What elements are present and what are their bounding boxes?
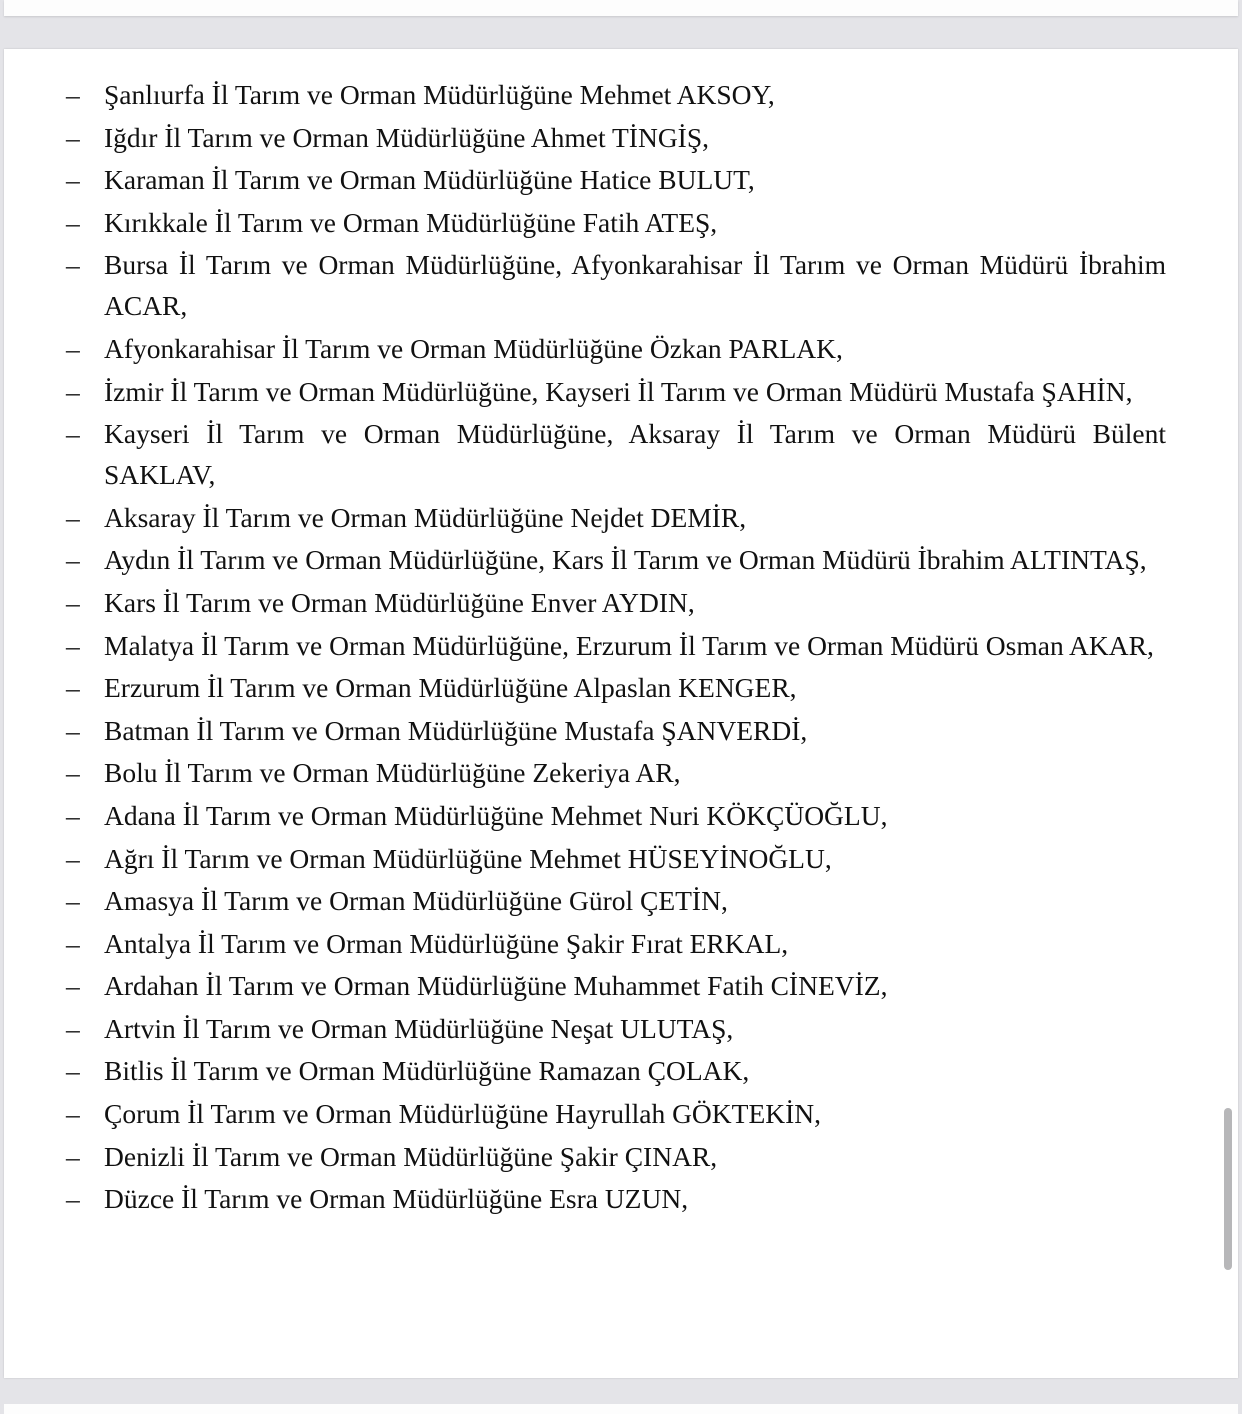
entry-text: Aydın İl Tarım ve Orman Müdürlüğüne, Kars İl Tarım ve Orman Müdürü İbrahim ALTINTAŞ,	[104, 544, 1147, 576]
dash-bullet: –	[66, 375, 80, 407]
entry-text: Amasya İl Tarım ve Orman Müdürlüğüne Gürol ÇETİN,	[104, 885, 728, 917]
list-item	[66, 795, 1166, 836]
list-item	[66, 880, 1166, 921]
list-item	[66, 159, 1166, 200]
dash-bullet: –	[66, 1012, 80, 1044]
entry-text: Ağrı İl Tarım ve Orman Müdürlüğüne Mehmet HÜSEYİNOĞLU,	[104, 842, 832, 874]
list-item	[66, 667, 1166, 708]
list-item	[66, 74, 1166, 115]
dash-bullet: –	[66, 501, 80, 533]
appointment-list	[66, 74, 1166, 1221]
previous-page-edge	[4, 0, 1238, 16]
dash-bullet: –	[66, 418, 80, 450]
dash-bullet: –	[66, 842, 80, 874]
entry-text: Antalya İl Tarım ve Orman Müdürlüğüne Şakir Fırat ERKAL,	[104, 927, 789, 959]
list-item	[66, 497, 1166, 538]
list-item	[66, 965, 1166, 1006]
list-item	[66, 923, 1166, 964]
dash-bullet: –	[66, 79, 80, 110]
dash-bullet: –	[66, 757, 80, 789]
entry-text: Denizli İl Tarım ve Orman Müdürlüğüne Şakir ÇINAR,	[104, 1140, 718, 1172]
list-item	[66, 1050, 1166, 1091]
list-item	[66, 328, 1166, 369]
list-item	[66, 752, 1166, 793]
entry-text: Batman İl Tarım ve Orman Müdürlüğüne Mustafa ŞANVERDİ,	[104, 714, 808, 746]
entry-text: Şanlıurfa İl Tarım ve Orman Müdürlüğüne Mehmet AKSOY,	[104, 79, 775, 110]
list-item	[66, 117, 1166, 158]
dash-bullet: –	[66, 885, 80, 917]
entry-text: Iğdır İl Tarım ve Orman Müdürlüğüne Ahmet TİNGİŞ,	[104, 121, 710, 153]
dash-bullet: –	[66, 629, 80, 661]
dash-bullet: –	[66, 1098, 80, 1130]
entry-text: Aksaray İl Tarım ve Orman Müdürlüğüne Nejdet DEMİR,	[104, 501, 747, 533]
entry-text: Düzce İl Tarım ve Orman Müdürlüğüne Esra UZUN,	[104, 1183, 689, 1215]
entry-text: Adana İl Tarım ve Orman Müdürlüğüne Mehmet Nuri KÖKÇÜOĞLU,	[104, 799, 888, 831]
dash-bullet: –	[66, 799, 80, 831]
list-item	[66, 625, 1166, 666]
entry-text: Artvin İl Tarım ve Orman Müdürlüğüne Neşat ULUTAŞ,	[104, 1012, 734, 1044]
dash-bullet: –	[66, 927, 80, 959]
entry-text: Kars İl Tarım ve Orman Müdürlüğüne Enver AYDIN,	[104, 586, 695, 618]
dash-bullet: –	[66, 586, 80, 618]
list-item	[66, 244, 1166, 326]
next-page-edge	[4, 1404, 1238, 1414]
entry-text: Ardahan İl Tarım ve Orman Müdürlüğüne Muhammet Fatih CİNEVİZ,	[104, 970, 888, 1002]
list-item	[66, 371, 1166, 412]
dash-bullet: –	[66, 1055, 80, 1087]
dash-bullet: –	[66, 249, 80, 281]
dash-bullet: –	[66, 714, 80, 746]
vertical-scrollbar-thumb[interactable]	[1224, 1108, 1232, 1270]
dash-bullet: –	[66, 206, 80, 238]
list-item	[66, 202, 1166, 243]
entry-text: Çorum İl Tarım ve Orman Müdürlüğüne Hayrullah GÖKTEKİN,	[104, 1098, 822, 1130]
entry-text: Bolu İl Tarım ve Orman Müdürlüğüne Zekeriya AR,	[104, 757, 681, 789]
dash-bullet: –	[66, 1183, 80, 1215]
list-item	[66, 539, 1166, 580]
list-item	[66, 413, 1166, 495]
list-item	[66, 1136, 1166, 1177]
list-item	[66, 710, 1166, 751]
list-item	[66, 1178, 1166, 1219]
list-item	[66, 1093, 1166, 1134]
entry-text: Bitlis İl Tarım ve Orman Müdürlüğüne Ramazan ÇOLAK,	[104, 1055, 750, 1087]
dash-bullet: –	[66, 970, 80, 1002]
entry-text: İzmir İl Tarım ve Orman Müdürlüğüne, Kayseri İl Tarım ve Orman Müdürü Mustafa ŞAHİN,	[104, 375, 1133, 407]
dash-bullet: –	[66, 544, 80, 576]
entry-text: Karaman İl Tarım ve Orman Müdürlüğüne Hatice BULUT,	[104, 164, 755, 196]
entry-text: Kayseri İl Tarım ve Orman Müdürlüğüne, Aksaray İl Tarım ve Orman Müdürü Bülent SAKLAV,	[104, 418, 1166, 491]
dash-bullet: –	[66, 332, 80, 364]
entry-text: Kırıkkale İl Tarım ve Orman Müdürlüğüne Fatih ATEŞ,	[104, 206, 718, 238]
entry-text: Afyonkarahisar İl Tarım ve Orman Müdürlüğüne Özkan PARLAK,	[104, 332, 843, 364]
list-item	[66, 838, 1166, 879]
list-item	[66, 582, 1166, 623]
entry-text: Erzurum İl Tarım ve Orman Müdürlüğüne Alpaslan KENGER,	[104, 672, 797, 704]
dash-bullet: –	[66, 672, 80, 704]
entry-text: Bursa İl Tarım ve Orman Müdürlüğüne, Afyonkarahisar İl Tarım ve Orman Müdürü İbrahim ACAR,	[104, 249, 1166, 322]
dash-bullet: –	[66, 121, 80, 153]
dash-bullet: –	[66, 1140, 80, 1172]
entry-text: Malatya İl Tarım ve Orman Müdürlüğüne, Erzurum İl Tarım ve Orman Müdürü Osman AKAR,	[104, 629, 1154, 661]
dash-bullet: –	[66, 164, 80, 196]
list-item	[66, 1008, 1166, 1049]
